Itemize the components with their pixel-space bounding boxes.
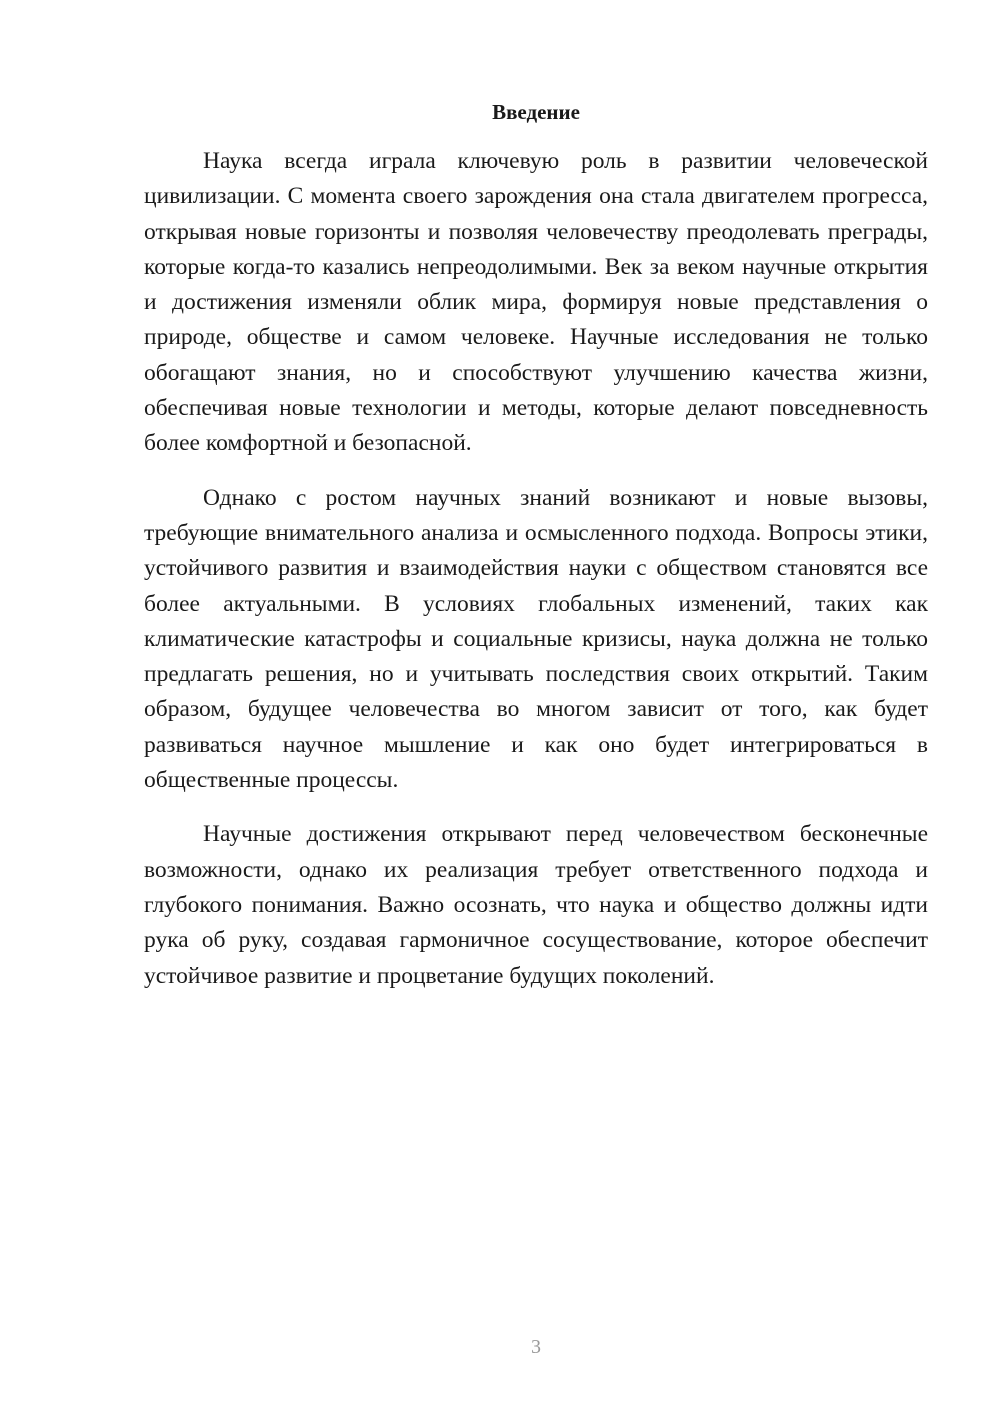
- page-number: 3: [531, 1336, 541, 1358]
- paragraph-1: Наука всегда играла ключевую роль в развитии человеческой цивилизации. С момента своего зарождения она стала двигателем прогресса, открывая новые горизонты и позволяя человечеству преодолевать преграды, которые когда-то казались непреодолимыми. Век за веком научные открытия и достижения изменяли облик мира, формируя новые представления о природе, обществе и самом человеке. Научные исследования не только обогащают знания, но и способствуют улучшению качества жизни, обеспечивая новые технологии и методы, которые делают повседневность более комфортной и безопасной.: [144, 148, 928, 457]
- body-text: [144, 144, 928, 1013]
- paragraph-3: Научные достижения открывают перед человечеством бесконечные возможности, однако их реализация требует ответственного подхода и глубокого понимания. Важно осознать, что наука и общество должны идти рука об руку, создавая гармоничное сосуществование, которое обеспечит устойчивое развитие и процветание будущих поколений.: [144, 821, 928, 989]
- paragraph-2: Однако с ростом научных знаний возникают и новые вызовы, требующие внимательного анализа и осмысленного подхода. Вопросы этики, устойчивого развития и взаимодействия науки с обществом становятся все более актуальными. В условиях глобальных изменений, таких как климатические катастрофы и социальные кризисы, наука должна не только предлагать решения, но и учитывать последствия своих открытий. Таким образом, будущее человечества во многом зависит от того, как будет развиваться научное мышление и как оно будет интегрироваться в общественные процессы.: [144, 484, 928, 794]
- section-title: Введение: [492, 100, 580, 124]
